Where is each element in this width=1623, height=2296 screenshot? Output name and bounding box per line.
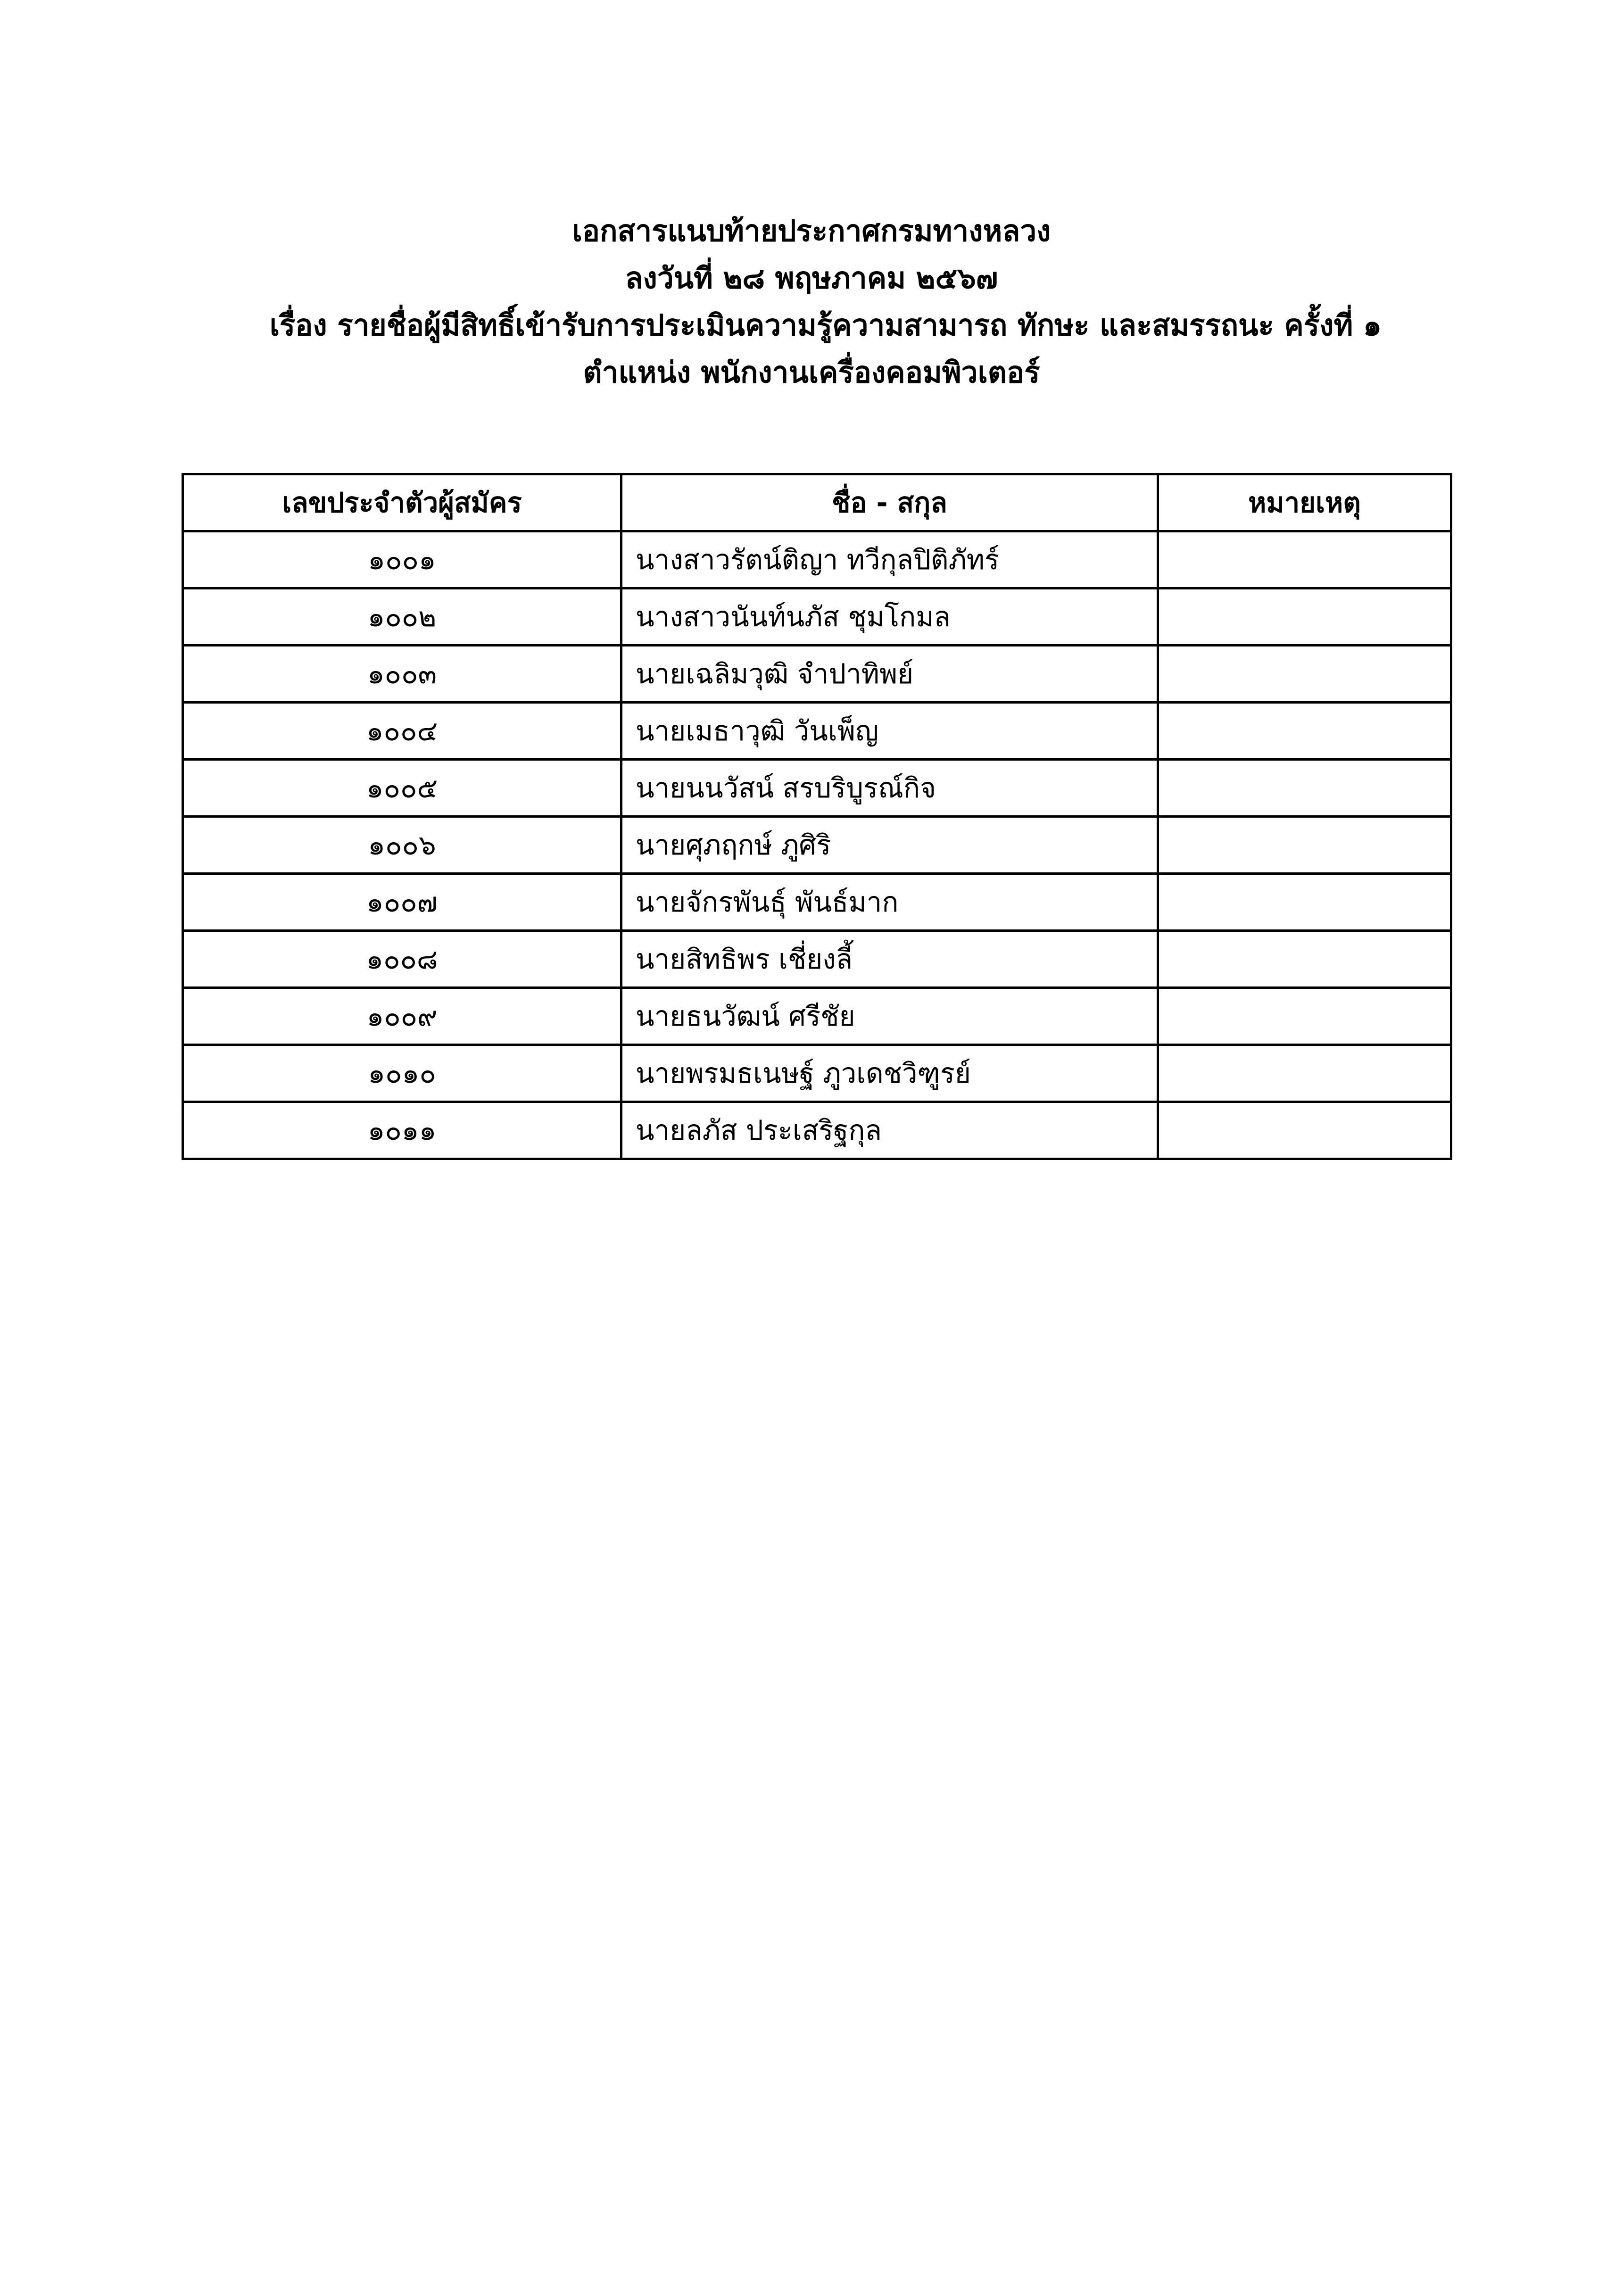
table-row	[183, 817, 1451, 874]
document-date: ลงวันที่ ๒๘ พฤษภาคม ๒๕๖๗	[625, 261, 998, 295]
applicant-name-cell: นายนนวัสน์ สรบริบูรณ์กิจ	[621, 760, 1158, 817]
remarks-cell	[1158, 874, 1451, 931]
remarks-cell	[1158, 1102, 1451, 1159]
applicant-name-cell: นางสาวนันท์นภัส ชุมโกมล	[621, 589, 1158, 646]
applicant-id-cell: ๑๐๐๙	[183, 988, 621, 1045]
column-header-applicant-id: เลขประจำตัวผู้สมัคร	[183, 474, 621, 531]
remarks-cell	[1158, 703, 1451, 760]
table-row	[183, 531, 1451, 589]
applicant-name-cell: นายเฉลิมวุฒิ จำปาทิพย์	[621, 646, 1158, 703]
table-header-row	[183, 474, 1451, 531]
document-header	[0, 207, 1623, 396]
remarks-cell	[1158, 931, 1451, 988]
applicant-name-cell: นายธนวัฒน์ ศรีชัย	[621, 988, 1158, 1045]
remarks-cell	[1158, 646, 1451, 703]
applicant-id-cell: ๑๐๐๔	[183, 703, 621, 760]
document-subject: เรื่อง รายชื่อผู้มีสิทธิ์เข้ารับการประเมินความรู้ความสามารถ ทักษะ และสมรรถนะ ครั้งที่ ๑	[269, 308, 1382, 342]
remarks-cell	[1158, 1045, 1451, 1102]
applicant-id-cell: ๑๐๐๕	[183, 760, 621, 817]
table-row	[183, 646, 1451, 703]
applicant-name-cell: นายจักรพันธุ์ พันธ์มาก	[621, 874, 1158, 931]
applicant-id-cell: ๑๐๐๓	[183, 646, 621, 703]
table-row	[183, 589, 1451, 646]
column-header-remarks: หมายเหตุ	[1158, 474, 1451, 531]
applicant-name-cell: นายลภัส ประเสริฐกุล	[621, 1102, 1158, 1159]
applicant-id-cell: ๑๐๑๑	[183, 1102, 621, 1159]
table-row	[183, 988, 1451, 1045]
remarks-cell	[1158, 531, 1451, 589]
applicant-id-cell: ๑๐๑๐	[183, 1045, 621, 1102]
table-row	[183, 931, 1451, 988]
applicant-name-cell: นายพรมธเนษฐ์ ภูวเดชวิฑูรย์	[621, 1045, 1158, 1102]
applicant-name-cell: นายศุภฤกษ์ ภูศิริ	[621, 817, 1158, 874]
applicant-id-cell: ๑๐๐๗	[183, 874, 621, 931]
remarks-cell	[1158, 589, 1451, 646]
applicant-table-container	[182, 473, 1450, 1160]
applicant-table	[182, 473, 1452, 1160]
applicant-id-cell: ๑๐๐๑	[183, 531, 621, 589]
table-row	[183, 1102, 1451, 1159]
table-row	[183, 1045, 1451, 1102]
table-row	[183, 874, 1451, 931]
applicant-name-cell: นายสิทธิพร เชี่ยงลี้	[621, 931, 1158, 988]
applicant-id-cell: ๑๐๐๘	[183, 931, 621, 988]
column-header-full-name: ชื่อ - สกุล	[621, 474, 1158, 531]
remarks-cell	[1158, 988, 1451, 1045]
applicant-name-cell: นายเมธาวุฒิ วันเพ็ญ	[621, 703, 1158, 760]
applicant-name-cell: นางสาวรัตน์ติญา ทวีกุลปิติภัทร์	[621, 531, 1158, 589]
remarks-cell	[1158, 817, 1451, 874]
table-row	[183, 760, 1451, 817]
document-title: เอกสารแนบท้ายประกาศกรมทางหลวง	[572, 214, 1051, 248]
table-row	[183, 703, 1451, 760]
remarks-cell	[1158, 760, 1451, 817]
applicant-id-cell: ๑๐๐๖	[183, 817, 621, 874]
document-position: ตำแหน่ง พนักงานเครื่องคอมพิวเตอร์	[583, 355, 1040, 390]
applicant-id-cell: ๑๐๐๒	[183, 589, 621, 646]
